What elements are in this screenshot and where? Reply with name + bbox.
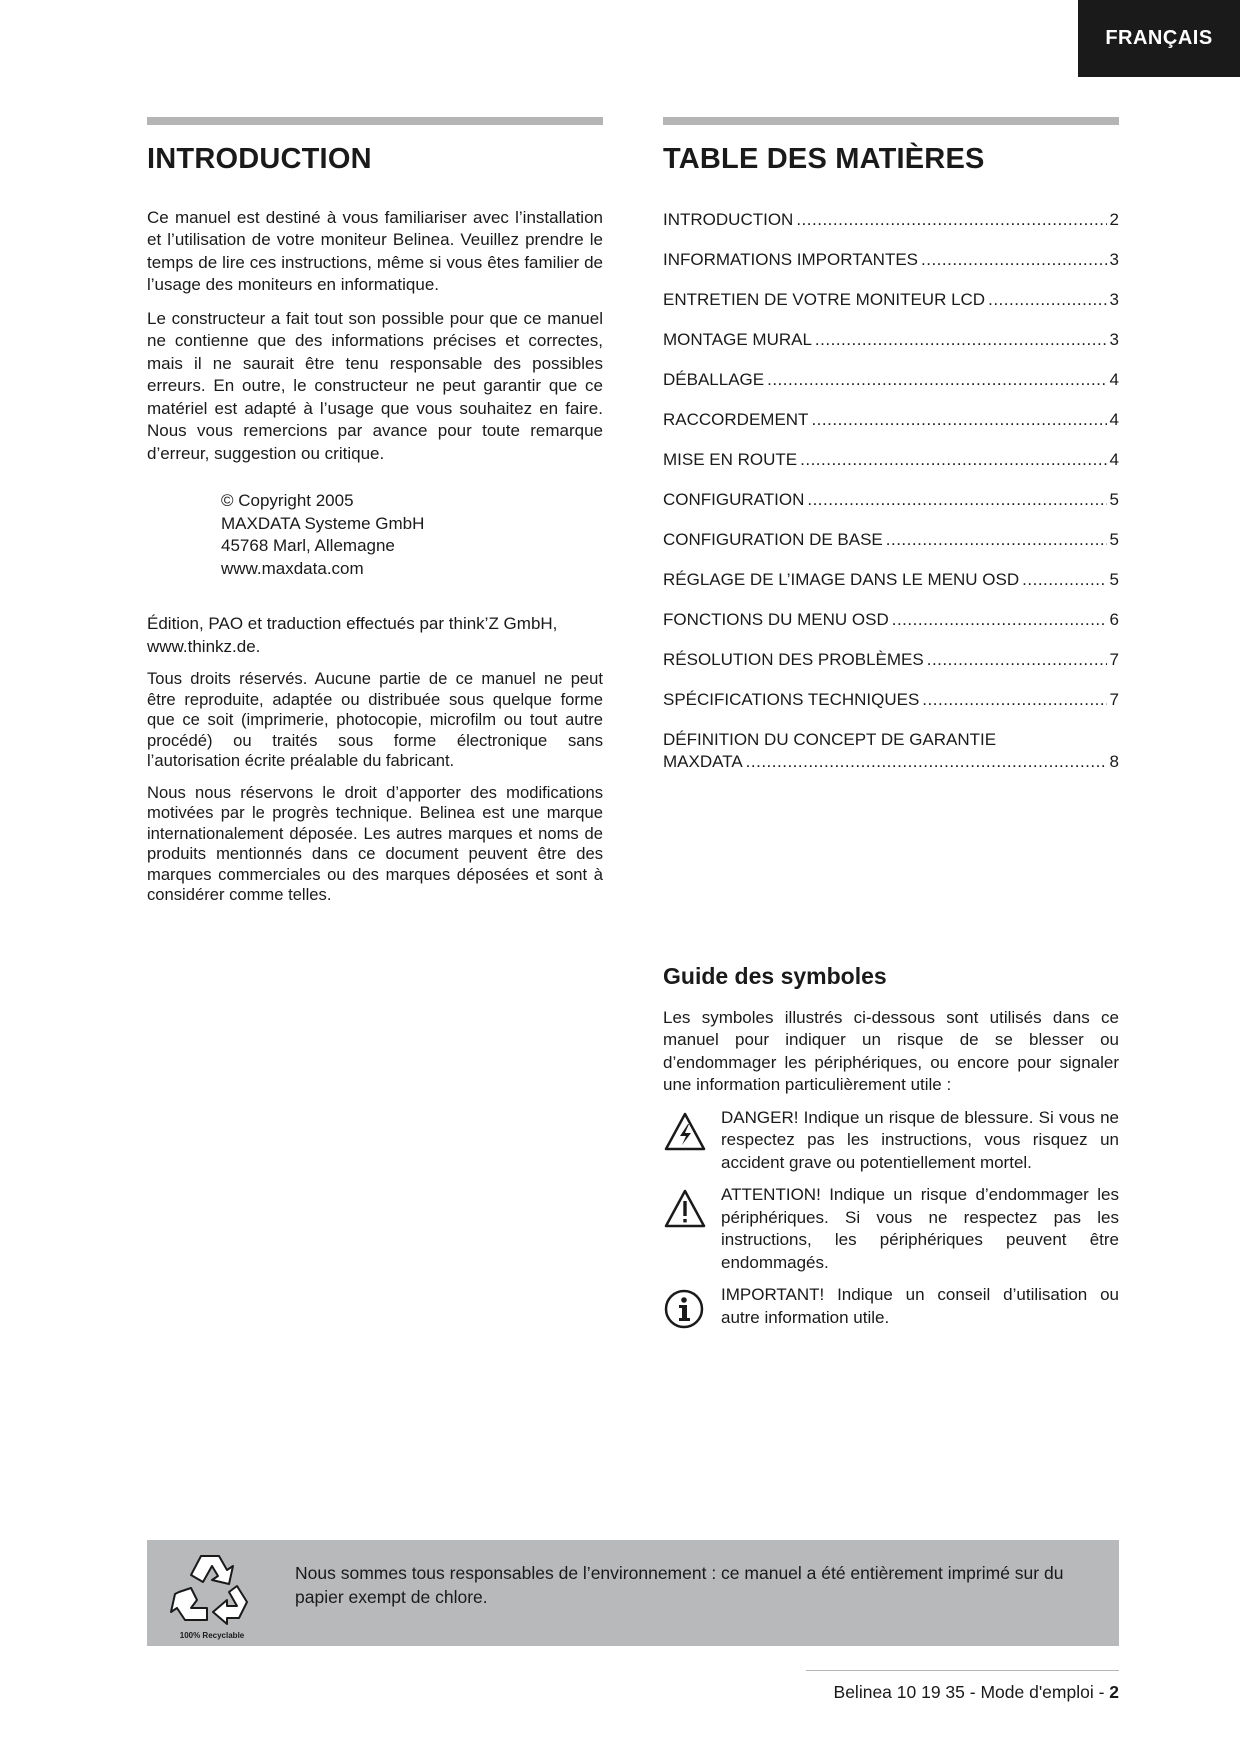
toc-entry-title: FONCTIONS DU MENU OSD — [663, 609, 889, 629]
symbol-guide-intro: Les symboles illustrés ci-dessous sont utilisés dans ce manuel pour indiquer un risque de se blesser ou d’endommager les périphériques, ou encore pour signaler une information particulièrement utile : — [663, 1007, 1119, 1095]
toc-entry-title: RÉSOLUTION DES PROBLÈMES — [663, 649, 924, 669]
copyright-line: © Copyright 2005 — [221, 491, 354, 511]
toc-entry[interactable] — [663, 249, 1119, 289]
dot-leader — [746, 751, 1107, 773]
toc-entry-title: RACCORDEMENT — [663, 409, 809, 429]
toc-entry-page: 5 — [1109, 569, 1119, 589]
toc-entry[interactable] — [663, 449, 1119, 489]
dot-leader — [800, 449, 1106, 471]
symbol-guide-section — [663, 963, 1119, 1335]
dot-leader — [927, 649, 1107, 671]
toc-entry[interactable] — [663, 289, 1119, 329]
dot-leader — [1022, 569, 1106, 591]
toc-entry-title: CONFIGURATION DE BASE — [663, 529, 883, 549]
footer-text: Belinea 10 19 35 - Mode d'emploi - — [833, 1682, 1110, 1702]
toc-entry[interactable] — [663, 369, 1119, 409]
edition-paragraph: Édition, PAO et traduction effectués par think’Z GmbH, www.thinkz.de. — [147, 614, 558, 656]
toc-entry[interactable] — [663, 609, 1119, 649]
toc-entry-title: SPÉCIFICATIONS TECHNIQUES — [663, 689, 920, 709]
toc-entry-title: RÉGLAGE DE L’IMAGE DANS LE MENU OSD — [663, 569, 1020, 589]
page-footer — [834, 1682, 1119, 1703]
toc-entry-page: 7 — [1109, 649, 1119, 669]
recycle-icon — [167, 1548, 257, 1642]
address-line: 45768 Marl, Allemagne — [221, 536, 395, 556]
toc-entry-title: ENTRETIEN DE VOTRE MONITEUR LCD — [663, 289, 986, 309]
dot-leader — [796, 209, 1106, 231]
modifications-paragraph: Nous nous réservons le droit d’apporter des modifications motivées par le progrès technique. Belinea est une marque internationalement déposée. Les autres marques et noms de produits mentionnés dans ce document peuvent être des marques commerciales ou des marques déposées et sont à considérer comme telles. — [147, 782, 603, 905]
dot-leader — [807, 489, 1106, 511]
toc-entry-page: 5 — [1109, 489, 1119, 509]
toc-entry[interactable] — [663, 489, 1119, 529]
toc-entry-title: DÉBALLAGE — [663, 369, 765, 389]
intro-paragraph-2: Le constructeur a fait tout son possible pour que ce manuel ne contienne que des informations précises et correctes, mais il ne saurait être tenu responsable des possibles erreurs. En outre, le constructeur ne peut garantir que ce matériel est adapté à l’usage que vous souhaitez en faire. Nous vous remercions par avance pour toute remarque d’erreur, suggestion ou critique. — [147, 308, 603, 463]
dot-leader — [922, 689, 1106, 711]
toc-entry-page: 3 — [1109, 249, 1119, 269]
toc-entry-page: 3 — [1109, 329, 1119, 349]
toc-entry-title: INTRODUCTION — [663, 209, 794, 229]
rights-paragraph: Tous droits réservés. Aucune partie de ce manuel ne peut être reproduite, adaptée ou distribuée sous quelque forme que ce soit (imprimerie, photocopie, microfilm ou tout autre procédé) ou traités sous forme électronique sans l’autorisation écrite préalable du fabricant. — [147, 669, 603, 771]
language-tab: FRANÇAIS — [1078, 0, 1240, 77]
attention-text: ATTENTION! Indique un risque d’endommager les périphériques. Si vous ne respectez pas les instructions, les périphériques peuvent être endommagés. — [721, 1185, 1119, 1272]
toc-entry-title: DÉFINITION DU CONCEPT DE GARANTIE — [663, 729, 997, 749]
exclamation-warning-icon — [663, 1184, 707, 1274]
danger-symbol-row — [663, 1107, 1119, 1175]
toc-entry[interactable] — [663, 529, 1119, 569]
toc-section — [663, 117, 1119, 773]
attention-symbol-row — [663, 1184, 1119, 1274]
recycle-label: 100% Recyclable — [179, 1631, 245, 1640]
introduction-heading: INTRODUCTION — [147, 143, 372, 175]
toc-entry-page: 2 — [1109, 209, 1119, 229]
info-icon — [663, 1284, 707, 1335]
toc-entry-title: MISE EN ROUTE — [663, 449, 798, 469]
symbol-guide-heading: Guide des symboles — [663, 963, 887, 989]
toc-entry-page: 4 — [1109, 449, 1119, 469]
section-rule — [663, 117, 1119, 125]
dot-leader — [921, 249, 1107, 271]
toc-entry[interactable] — [663, 409, 1119, 449]
website-line: www.maxdata.com — [221, 558, 364, 578]
intro-paragraph-1: Ce manuel est destiné à vous familiariser avec l’installation et l’utilisation de votre moniteur Belinea. Veuillez prendre le temps de lire ces instructions, même si vous êtes familier de l’usage des moniteurs en informatique. — [147, 207, 603, 295]
dot-leader — [767, 369, 1106, 391]
toc-entry-page: 5 — [1109, 529, 1119, 549]
important-text: IMPORTANT! Indique un conseil d’utilisation ou autre information utile. — [721, 1285, 1119, 1327]
section-rule — [147, 117, 603, 125]
toc-entry[interactable] — [663, 209, 1119, 249]
toc-entry-page: 8 — [1109, 751, 1119, 771]
toc-entry-page: 3 — [1109, 289, 1119, 309]
environment-banner — [147, 1540, 1119, 1646]
toc-entry[interactable] — [663, 569, 1119, 609]
introduction-section — [147, 117, 603, 906]
important-symbol-row — [663, 1284, 1119, 1335]
toc-list — [663, 209, 1119, 773]
copyright-block — [221, 490, 603, 580]
toc-entry-page: 7 — [1109, 689, 1119, 709]
environment-text: Nous sommes tous responsables de l’environnement : ce manuel a été entièrement imprimé sur du papier exempt de chlore. — [295, 1563, 1064, 1607]
toc-entry-page: 6 — [1109, 609, 1119, 629]
company-line: MAXDATA Systeme GmbH — [221, 513, 425, 533]
toc-entry-title-continued: MAXDATA — [663, 751, 743, 771]
toc-entry-page: 4 — [1109, 369, 1119, 389]
footer-rule — [806, 1670, 1119, 1671]
dot-leader — [886, 529, 1107, 551]
page-number: 2 — [1109, 1682, 1119, 1702]
dot-leader — [988, 289, 1106, 311]
toc-heading: TABLE DES MATIÈRES — [663, 143, 985, 175]
toc-entry[interactable] — [663, 689, 1119, 729]
toc-entry[interactable] — [663, 729, 1119, 773]
toc-entry[interactable] — [663, 649, 1119, 689]
toc-entry-title: MONTAGE MURAL — [663, 329, 812, 349]
toc-entry[interactable] — [663, 329, 1119, 369]
danger-text: DANGER! Indique un risque de blessure. Si vous ne respectez pas les instructions, vous risquez un accident grave ou potentiellement mortel. — [721, 1107, 1119, 1172]
high-voltage-warning-icon — [663, 1107, 707, 1175]
toc-entry-title: INFORMATIONS IMPORTANTES — [663, 249, 919, 269]
dot-leader — [815, 329, 1107, 351]
toc-entry-title: CONFIGURATION — [663, 489, 805, 509]
dot-leader — [811, 409, 1106, 431]
toc-entry-page: 4 — [1109, 409, 1119, 429]
dot-leader — [892, 609, 1107, 631]
